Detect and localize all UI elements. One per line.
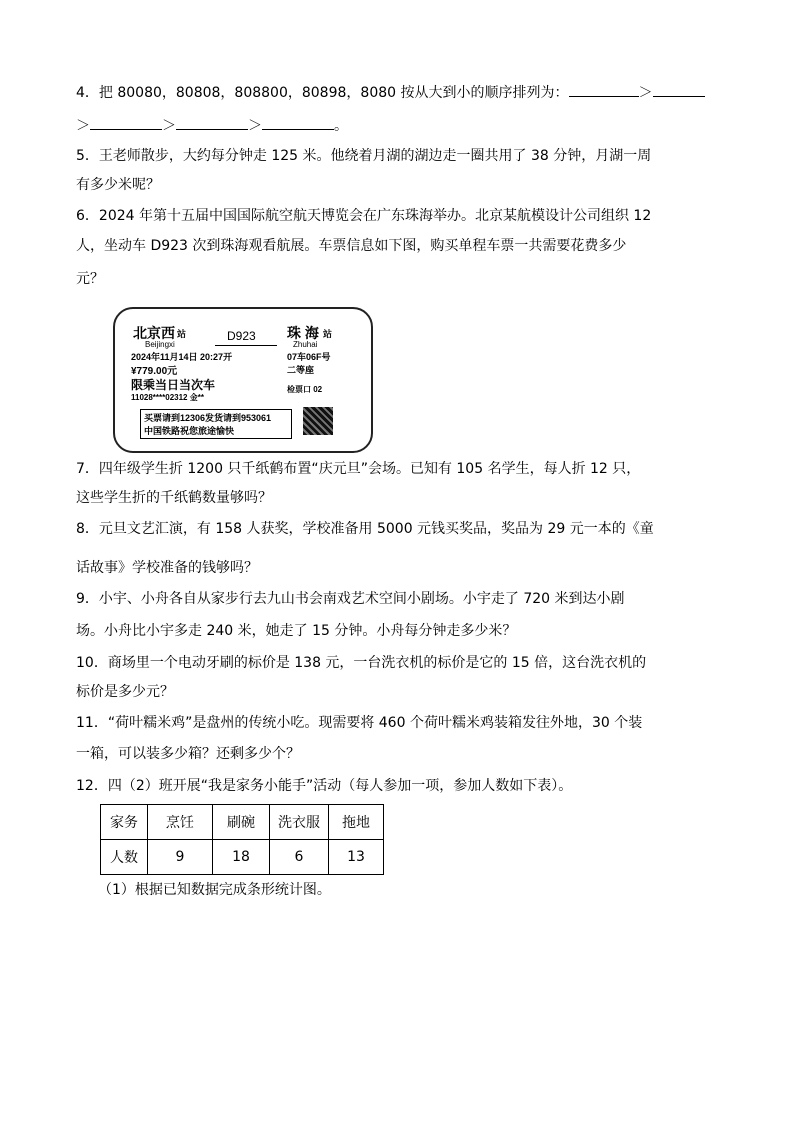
ticket-from-en: Beijingxi [145,340,175,349]
gt-sign: ＞ [638,85,653,101]
ticket-limit: 限乘当日当次车 [131,378,216,392]
table-cell: 洗衣服 [270,805,329,840]
answer-blank[interactable] [262,115,334,130]
table-cell: 18 [213,840,270,875]
ticket-id: 11028****02312 金** [131,393,204,402]
table-cell: 烹饪 [148,805,213,840]
table-cell: 拖地 [329,805,384,840]
table-row [101,840,384,875]
q9-line1: 9．小宇、小舟各自从家步行去九山书会南戏艺术空间小剧场。小宇走了 720 米到达小剧 [76,591,625,607]
table-cell: 13 [329,840,384,875]
q10-line1: 10．商场里一个电动牙刷的标价是 138 元，一台洗衣机的标价是它的 15 倍，这台洗衣机的 [76,655,647,671]
q9-line2: 场。小舟比小宇多走 240 米，她走了 15 分钟。小舟每分钟走多少米？ [76,623,517,639]
q4-line1 [76,82,705,103]
ticket-to-en: Zhuhai [293,340,318,349]
ticket-seat-no: 07车06F号 [287,352,331,362]
ticket-notice2: 中国铁路祝您旅途愉快 [144,426,235,436]
ticket-seat-class: 二等座 [287,365,315,375]
ticket-station-label: 站 [177,329,187,339]
train-ticket-image [113,307,373,453]
q4-line2 [76,115,348,136]
ticket-datetime: 2024年11月14日 20:27开 [131,352,233,362]
q11-line1: 11．“荷叶糯米鸡”是盘州的传统小吃。现需要将 460 个荷叶糯米鸡装箱发往外地，30 个装 [76,715,643,731]
q4-text: 4．把 80080，80808，808800，80898，8080 按从大到小的顺序排列为： [76,85,569,101]
q7-line2: 这些学生折的千纸鹤数量够吗？ [76,490,272,506]
gt-sign: ＞ [76,118,90,134]
table-cell: 6 [270,840,329,875]
ticket-gate: 检票口 02 [287,385,323,394]
q6-line3: 元？ [76,271,104,287]
answer-blank[interactable] [176,115,248,130]
q5-line2: 有多少米呢？ [76,177,160,193]
q10-line2: 标价是多少元？ [76,684,174,700]
table-cell: 人数 [101,840,148,875]
q6-line2: 人，坐动车 D923 次到珠海观看航展。车票信息如下图，购买单程车票一共需要花费多少 [76,238,627,254]
answer-blank[interactable] [653,82,705,97]
q8-line1: 8．元旦文艺汇演，有 158 人获奖，学校准备用 5000 元钱买奖品，奖品为 29 元一本的《童 [76,521,654,537]
table-cell: 刷碗 [213,805,270,840]
answer-blank[interactable] [90,115,162,130]
q8-line2: 话故事》学校准备的钱够吗？ [76,560,258,576]
gt-sign: ＞ [248,118,262,134]
q12-sub1: （1）根据已知数据完成条形统计图。 [98,882,331,898]
q6-line1: 6．2024 年第十五届中国国际航空航天博览会在广东珠海举办。北京某航模设计公司组织 12 [76,208,652,224]
qr-code-icon [303,407,333,435]
ticket-from: 北京西 [133,325,175,341]
table-cell: 家务 [101,805,148,840]
q7-line1: 7．四年级学生折 1200 只千纸鹤布置“庆元旦”会场。已知有 105 名学生，每人折 12 只， [76,461,641,477]
ticket-train: D923 [227,329,256,343]
gt-sign: ＞ [162,118,176,134]
arrow-icon [215,345,277,346]
ticket-station-label: 站 [323,329,333,339]
table-cell: 9 [148,840,213,875]
answer-blank[interactable] [569,82,639,97]
q12-line1: 12．四（2）班开展“我是家务小能手”活动（每人参加一项，参加人数如下表）。 [76,778,573,794]
ticket-price: ¥779.00元 [131,366,178,377]
ticket-notice1: 买票请到12306发货请到953061 [144,413,272,423]
chores-table [100,804,384,875]
table-header-row [101,805,384,840]
ticket-to: 珠 海 [287,325,319,341]
period: 。 [334,118,348,134]
q11-line2: 一箱，可以装多少箱？还剩多少个？ [76,746,300,762]
q5-line1: 5．王老师散步，大约每分钟走 125 米。他绕着月湖的湖边走一圈共用了 38 分钟，月湖一周 [76,148,652,164]
